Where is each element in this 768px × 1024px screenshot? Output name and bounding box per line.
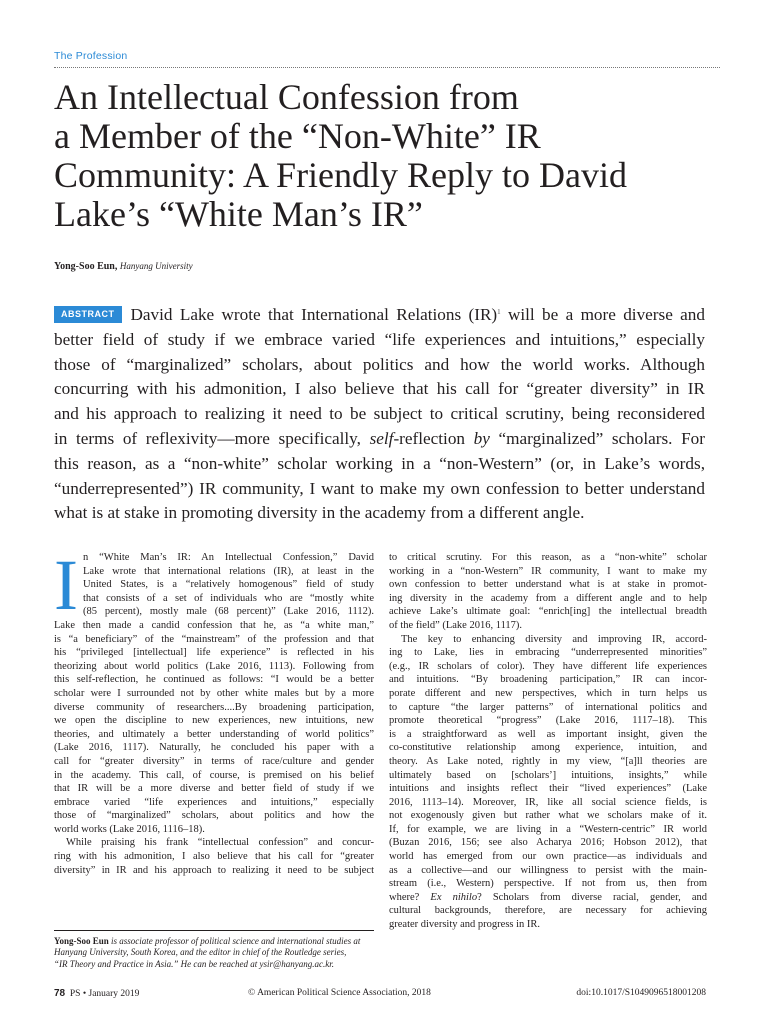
body-column-left [54, 545, 374, 877]
text-line: that consists of a set of individuals who are “mostly white [83, 592, 374, 604]
text-line: of the field” (Lake 2016, 1117). [389, 619, 523, 631]
text-line: to critical scrutiny. For this reason, as a “non-white” scholar [389, 552, 707, 563]
text-line: ring with his admonition, I also believe that his call for “greater [54, 851, 374, 863]
text-line: as a collective—and our willingness to persist with the main- [389, 864, 707, 876]
text-line: (85 percent), mostly male (68 percent)” (Lake 2016, 1112). [83, 606, 374, 618]
article-title [54, 78, 734, 234]
text-line: stream (i.e., Western) perspective. If not from us, then from [389, 878, 707, 890]
text-line: greater diversity and progress in IR. [389, 919, 541, 931]
abstract-line: ABSTRACT David Lake wrote that International Relations (IR)$^1$ will be a more diverse and [54, 300, 705, 328]
abstract-line: what is at stake in promoting diversity in the academy from a different angle. [54, 503, 585, 523]
text-line: his “privileged [intellectual] life experience” is reflected in his [54, 647, 374, 659]
author-affiliation: Hanyang University [119, 261, 193, 271]
footnote-divider [54, 930, 374, 931]
text-line: achieve Lake’s ultimate goal: “enrich[ing] the intellectual breadth [389, 606, 707, 618]
text-line: While praising his frank “intellectual confession” and concur- [66, 837, 374, 849]
text-line: world has emerged from our own practice—as individuals and [389, 851, 707, 863]
text-line: (Buzan 2016, 156; see also Acharya 2016; Hobson 2012), that [389, 837, 707, 849]
abstract-line: “underrepresented”) IR community, I want to make my own confession to better understand [54, 478, 705, 498]
text-line: that IR will be a more diverse and better field of study if we [54, 783, 374, 795]
title-line: Community: A Friendly Reply to David [54, 155, 628, 195]
text-line: world works (Lake 2016, 1116–18). [54, 823, 205, 835]
text-line: this self-reflection, he continued as follows: “I would be a better [54, 674, 374, 686]
text-line: is “a beneficiary” of the “mainstream” of the profession and that [54, 633, 374, 645]
abstract-line: and his approach to realizing it need to be subject to critical scrutiny, being reconsidered [54, 404, 705, 424]
abstract-line: better field of study if we embrace varied “life experiences and intuitions,” especially [54, 329, 705, 349]
text-line: is a straightforward as well as important insight, given the [389, 728, 707, 740]
abstract-line: concurring with his admonition, I also believe that his call for “greater diversity” in IR [54, 379, 705, 399]
body-column-right [389, 551, 707, 932]
text-line: ing to Lake, lies in embracing “underrepresented minorities” [389, 647, 707, 659]
journal-issue: PS • January 2019 [69, 989, 140, 999]
text-line: If, for example, we are living in a “Western-centric” IR world [389, 823, 707, 835]
text-line: diverse community of researchers....By broadening participation, [54, 701, 374, 713]
text-line: United States, is a “relatively homogenous” field of study [83, 579, 374, 591]
text-line: those of “marginalized” scholars, about politics and how the [54, 810, 374, 822]
drop-cap: I [54, 545, 78, 625]
section-divider [54, 67, 720, 68]
section-label: The Profession [54, 50, 128, 62]
footnote-author-name: Yong-Soo Eun [54, 936, 109, 946]
text-line: porate different and new perspectives, which in turn helps us [389, 687, 707, 699]
text-line: call for “greater diversity” in terms of race/culture and gender [54, 755, 374, 767]
text-line: theories, and ultimately a better understanding of world politics” [54, 728, 374, 740]
text-line: in the academy. This call, of course, is premised on his belief [54, 769, 374, 781]
page-number: 78 [54, 988, 66, 999]
text-line: ultimately based on [scholars’] intuitions, insights,” while [389, 769, 707, 781]
text-line: theory. As Lake noted, rightly in my view, “[a]ll theories are [389, 755, 707, 767]
text-line: 2016, 1113–14). Moreover, IR, like all social science fields, is [389, 796, 707, 808]
author-name: Yong-Soo Eun, [54, 261, 118, 272]
text-line: co-constitutive relationship among experience, intuition, and [389, 742, 707, 754]
text-line: intuitions and insights reflect their “lived experiences” (Lake [389, 783, 707, 795]
abstract-badge: ABSTRACT [54, 306, 122, 323]
text-line: to capture “the larger patterns” of international politics and [389, 701, 707, 713]
text-line: ing diversity in the academy from a different angle and to help [389, 592, 707, 604]
abstract-line: in terms of reflexivity—more specifically, self-reflection by “marginalized” scholars. For [54, 428, 705, 448]
text-line: n “White Man’s IR: An Intellectual Confession,” David [83, 552, 374, 563]
text-line: not exogenously given but rather what we scholars make of it. [389, 810, 707, 822]
abstract [54, 300, 705, 526]
text-line: Lake then made a candid confession that he, as “a white man,” [54, 619, 374, 631]
text-line: (e.g., IR scholars of color). They have different life experiences [389, 660, 707, 672]
abstract-line: those of “marginalized” scholars, about politics and how the world works. Although [54, 354, 705, 374]
title-line: Lake’s “White Man’s IR” [54, 194, 423, 234]
copyright: © American Political Science Association, 2018 [248, 988, 431, 998]
text-line: scholar were I surrounded not by other white males but by a more [54, 687, 374, 699]
doi: doi:10.1017/S1049096518001208 [576, 988, 706, 998]
text-line: own confession to better understand what is at stake in promot- [389, 579, 707, 591]
text-line: and intuitions. “By broadening participation,” IR can incor- [389, 674, 707, 686]
text-line: embrace varied “life experiences and intuitions,” especially [54, 796, 374, 808]
author-footnote: Yong-Soo Eun is associate professor of political science and international studies at Hanyang University, South Korea, and the editor in chief of the Routledge series, “IR Theory and Practice in Asia.” He can be reached at ysir@hanyang.ac.kr. [54, 936, 361, 969]
text-line: cultural backgrounds, therefore, are necessary for achieving [389, 905, 707, 917]
text-line: working in a “non-Western” IR community, I want to make my [389, 565, 707, 577]
text-line: we open the discipline to new experiences, new intuitions, new [54, 715, 374, 727]
footnote-mark: 1 [497, 308, 501, 316]
text-line: The key to enhancing diversity and improving IR, accord- [401, 633, 707, 645]
page-footer-left [54, 988, 139, 999]
text-line: diversity” in IR and his approach to realizing it need to be subject [54, 864, 374, 876]
text-line: (Lake 2016, 1117). Naturally, he concluded his paper with a [54, 742, 374, 754]
title-line: An Intellectual Confession from [54, 77, 519, 117]
text-line: promote theoretical “progress” (Lake 2016, 1117–18). This [389, 715, 707, 727]
text-line: where? Ex nihilo? Scholars from diverse racial, gender, and [389, 891, 708, 903]
text-line: theorizing about world politics (Lake 2016, 1113). Following from [54, 660, 374, 672]
author-byline [54, 261, 193, 272]
title-line: a Member of the “Non-White” IR [54, 116, 541, 156]
text-line: Lake wrote that international relations (IR), at least in the [83, 565, 374, 577]
abstract-line: this reason, as a “non-white” scholar working in a “non-Western” (or, in Lake’s words, [54, 453, 705, 473]
